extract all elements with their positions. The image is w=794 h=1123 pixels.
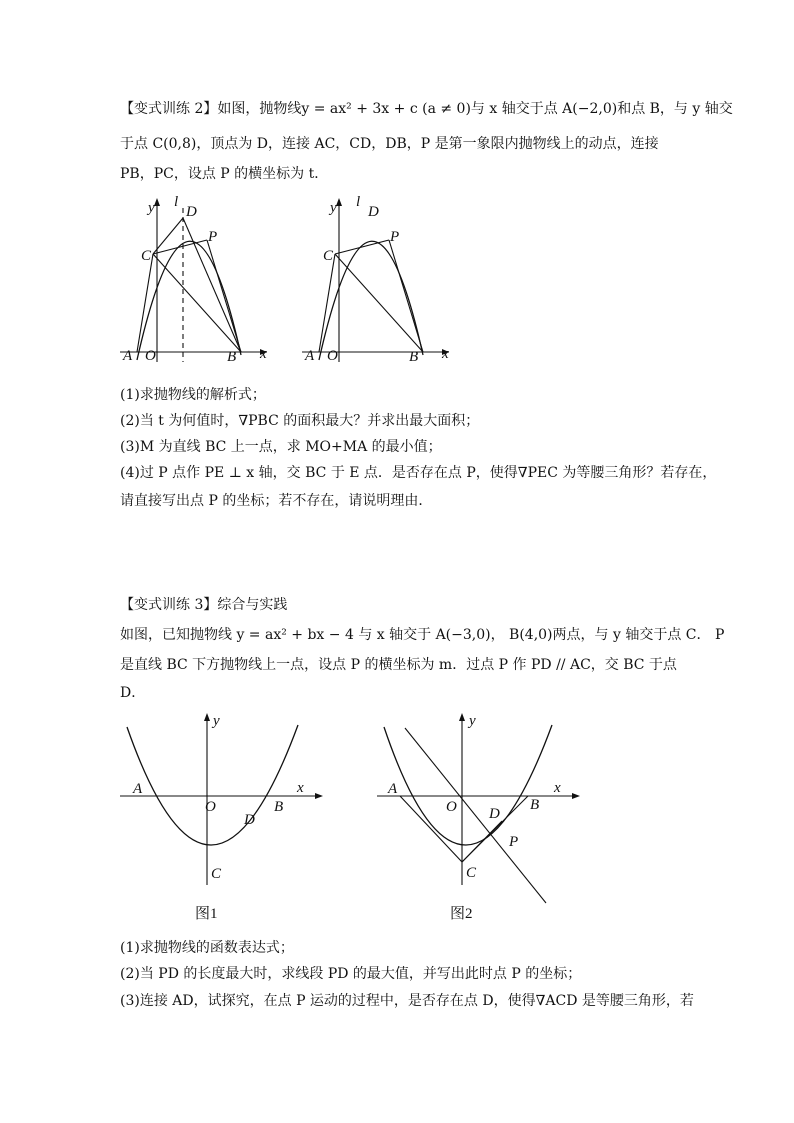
label-C: C bbox=[323, 248, 334, 264]
s2-figure-right bbox=[297, 190, 467, 370]
label-x: x bbox=[297, 780, 304, 796]
figure-1-caption: 图1 bbox=[195, 906, 218, 922]
label-C: C bbox=[211, 866, 222, 882]
label-l: l bbox=[356, 194, 361, 210]
label-C: C bbox=[466, 865, 477, 881]
label-A: A bbox=[123, 348, 133, 364]
label-C: C bbox=[141, 248, 152, 264]
label-x: x bbox=[554, 780, 561, 796]
s3-title: 【变式训练 3】综合与实践 bbox=[120, 597, 288, 613]
s2-line-3: PB，PC，设点 P 的横坐标为 t． bbox=[120, 166, 329, 182]
label-D: D bbox=[368, 204, 379, 220]
s2-line-2: 于点 C(0,8)，顶点为 D，连接 AC，CD，DB，P 是第一象限内抛物线上的动点，连接 bbox=[120, 136, 659, 152]
label-A: A bbox=[388, 781, 398, 797]
figure-2-caption: 图2 bbox=[450, 906, 473, 922]
label-A: A bbox=[305, 348, 315, 364]
label-D: D bbox=[186, 204, 197, 220]
label-y: y bbox=[469, 713, 476, 729]
s3-line-2: 是直线 BC 下方抛物线上一点，设点 P 的横坐标为 m．过点 P 作 PD // AC，交 BC 于点 bbox=[120, 657, 677, 673]
label-P: P bbox=[208, 229, 218, 245]
label-P: P bbox=[509, 834, 519, 850]
label-x: x bbox=[442, 346, 449, 362]
s3-question-2: (2)当 PD 的长度最大时，求线段 PD 的最大值，并写出此时点 P 的坐标； bbox=[120, 966, 582, 982]
label-O: O bbox=[145, 348, 156, 364]
s2-line-1: 【变式训练 2】如图，抛物线y = ax² + 3x + c (a ≠ 0)与 x 轴交于点 A(−2,0)和点 B，与 y 轴交 bbox=[120, 101, 733, 117]
label-B: B bbox=[409, 349, 419, 365]
s2-figure-left bbox=[115, 190, 285, 370]
label-O: O bbox=[446, 799, 457, 815]
label-B: B bbox=[274, 799, 284, 815]
label-y: y bbox=[213, 713, 220, 729]
s3-question-1: (1)求抛物线的函数表达式； bbox=[120, 940, 294, 956]
label-D: D bbox=[489, 806, 500, 822]
s3-line-1: 如图，已知抛物线 y = ax² + bx − 4 与 x 轴交于 A(−3,0)， B(4,0)两点，与 y 轴交于点 C． P bbox=[120, 627, 725, 643]
label-O: O bbox=[205, 799, 216, 815]
label-A: A bbox=[133, 781, 143, 797]
s3-question-3: (3)连接 AD，试探究，在点 P 运动的过程中，是否存在点 D，使得∇ACD 是等腰三角形，若 bbox=[120, 993, 694, 1009]
label-O: O bbox=[327, 348, 338, 364]
label-B: B bbox=[530, 797, 540, 813]
s3-line-3: D． bbox=[120, 685, 146, 701]
s3-figure-1 bbox=[115, 705, 330, 930]
s3-figure-2 bbox=[372, 705, 587, 930]
label-y: y bbox=[148, 200, 155, 216]
s2-question-4: (4)过 P 点作 PE ⊥ x 轴，交 BC 于 E 点．是否存在点 P，使得∇PEC 为等腰三角形？若存在， bbox=[120, 465, 717, 481]
s2-question-4-cont: 请直接写出点 P 的坐标；若不存在，请说明理由． bbox=[120, 493, 433, 509]
s2-question-2: (2)当 t 为何值时，∇PBC 的面积最大？并求出最大面积； bbox=[120, 413, 480, 429]
s2-question-3: (3)M 为直线 BC 上一点，求 MO+MA 的最小值； bbox=[120, 439, 442, 455]
label-l: l bbox=[174, 194, 179, 210]
s2-question-1: (1)求抛物线的解析式； bbox=[120, 387, 266, 403]
label-x: x bbox=[260, 346, 267, 362]
label-y: y bbox=[330, 200, 337, 216]
label-B: B bbox=[227, 349, 237, 365]
label-P: P bbox=[390, 229, 400, 245]
label-D: D bbox=[244, 812, 255, 828]
